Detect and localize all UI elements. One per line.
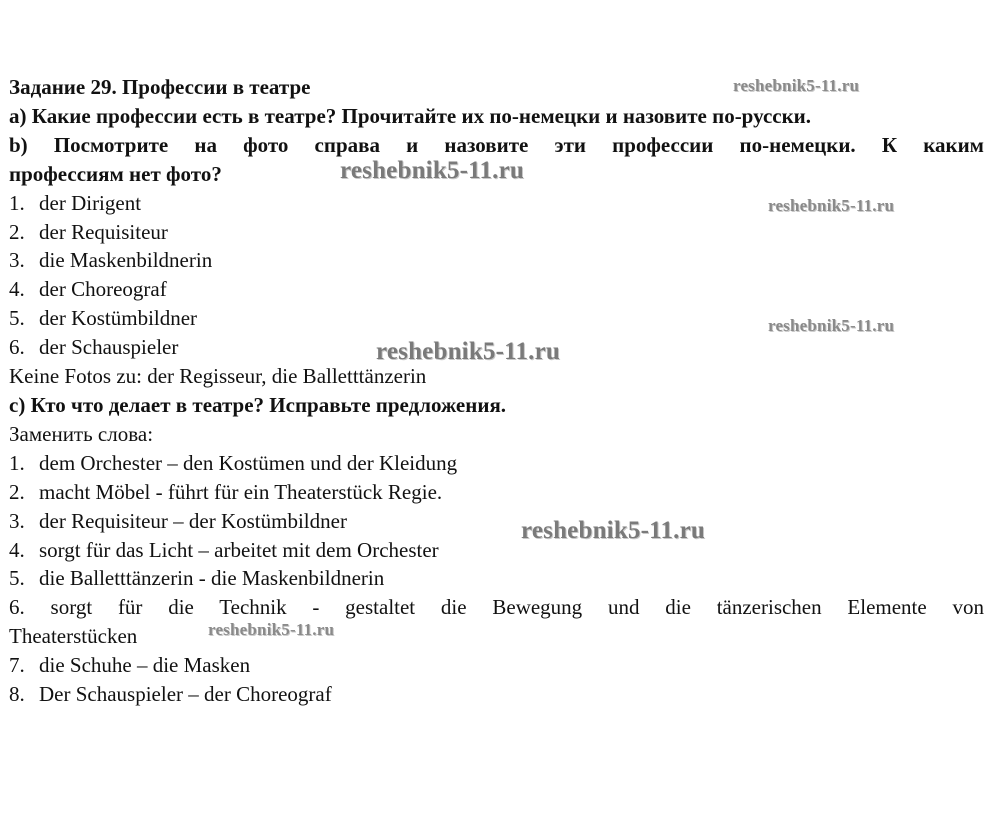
list-item-number: 4. xyxy=(9,277,25,302)
part-a-question: а) Какие профессии есть в театре? Прочитайте их по-немецки и назовите по-русски. xyxy=(9,103,812,128)
list-item xyxy=(9,651,984,680)
list-item-number: 1. xyxy=(9,450,25,475)
replace-label: Заменить слова: xyxy=(9,421,154,446)
list-item xyxy=(9,536,984,565)
list-item xyxy=(9,507,984,536)
list-item xyxy=(9,218,984,247)
watermark: reshebnik5-11.ru xyxy=(208,620,335,639)
list-item-text: der Choreograf xyxy=(39,277,167,302)
list-item-text: die Schuhe – die Masken xyxy=(39,653,251,678)
list-item xyxy=(9,564,984,593)
list-item-6-line1: 6. sorgt für die Technik - gestaltet die Bewegung und die tänzerischen Elemente von xyxy=(9,595,984,620)
watermark: reshebnik5-11.ru xyxy=(521,517,706,544)
list-item-text: sorgt für das Licht – arbeitet mit dem Orchester xyxy=(39,537,439,562)
part-b-question-line2: профессиям нет фото? xyxy=(9,161,222,186)
list-item-text: dem Orchester – den Kostümen und der Kleidung xyxy=(39,450,458,475)
list-item-text: der Schauspieler xyxy=(39,335,179,360)
list-item-number: 4. xyxy=(9,537,25,562)
list-item-number: 5. xyxy=(9,306,25,331)
watermark: reshebnik5-11.ru xyxy=(340,157,525,184)
list-item-number: 2. xyxy=(9,219,25,244)
list-item-number: 3. xyxy=(9,508,25,533)
list-item xyxy=(9,680,984,709)
list-item xyxy=(9,449,984,478)
no-photos-answer: Keine Fotos zu: der Regisseur, die Balletttänzerin xyxy=(9,364,427,389)
list-item-text: Der Schauspieler – der Choreograf xyxy=(39,682,332,707)
list-item-6-line2: Theaterstücken xyxy=(9,624,138,649)
list-item-number: 6. xyxy=(9,335,25,360)
list-item-text: der Requisiteur – der Kostümbildner xyxy=(39,508,347,533)
list-item xyxy=(9,275,984,304)
list-item-text: macht Möbel - führt für ein Theaterstück Regie. xyxy=(39,479,443,504)
watermark: reshebnik5-11.ru xyxy=(376,338,561,365)
list-item-text: der Requisiteur xyxy=(39,219,168,244)
list-item-text: die Maskenbildnerin xyxy=(39,248,213,273)
list-item-number: 7. xyxy=(9,653,25,678)
list-item-number: 1. xyxy=(9,190,25,215)
part-c-question: с) Кто что делает в театре? Исправьте предложения. xyxy=(9,392,507,417)
task-title: Задание 29. Профессии в театре xyxy=(9,75,311,99)
list-item-text: die Balletttänzerin - die Maskenbildnerin xyxy=(39,566,385,591)
list-item-number: 8. xyxy=(9,682,25,707)
list-item xyxy=(9,246,984,275)
list-item-number: 3. xyxy=(9,248,25,273)
watermark: reshebnik5-11.ru xyxy=(768,196,895,215)
watermark: reshebnik5-11.ru xyxy=(733,76,860,95)
list-item-number: 2. xyxy=(9,479,25,504)
list-item-number: 5. xyxy=(9,566,25,591)
list-item-text: der Kostümbildner xyxy=(39,306,198,331)
list-item-text: der Dirigent xyxy=(39,190,142,215)
part-b-question-line1: b) Посмотрите на фото справа и назовите эти профессии по-немецки. К каким xyxy=(9,132,984,157)
list-item xyxy=(9,478,984,507)
watermark: reshebnik5-11.ru xyxy=(768,316,895,335)
